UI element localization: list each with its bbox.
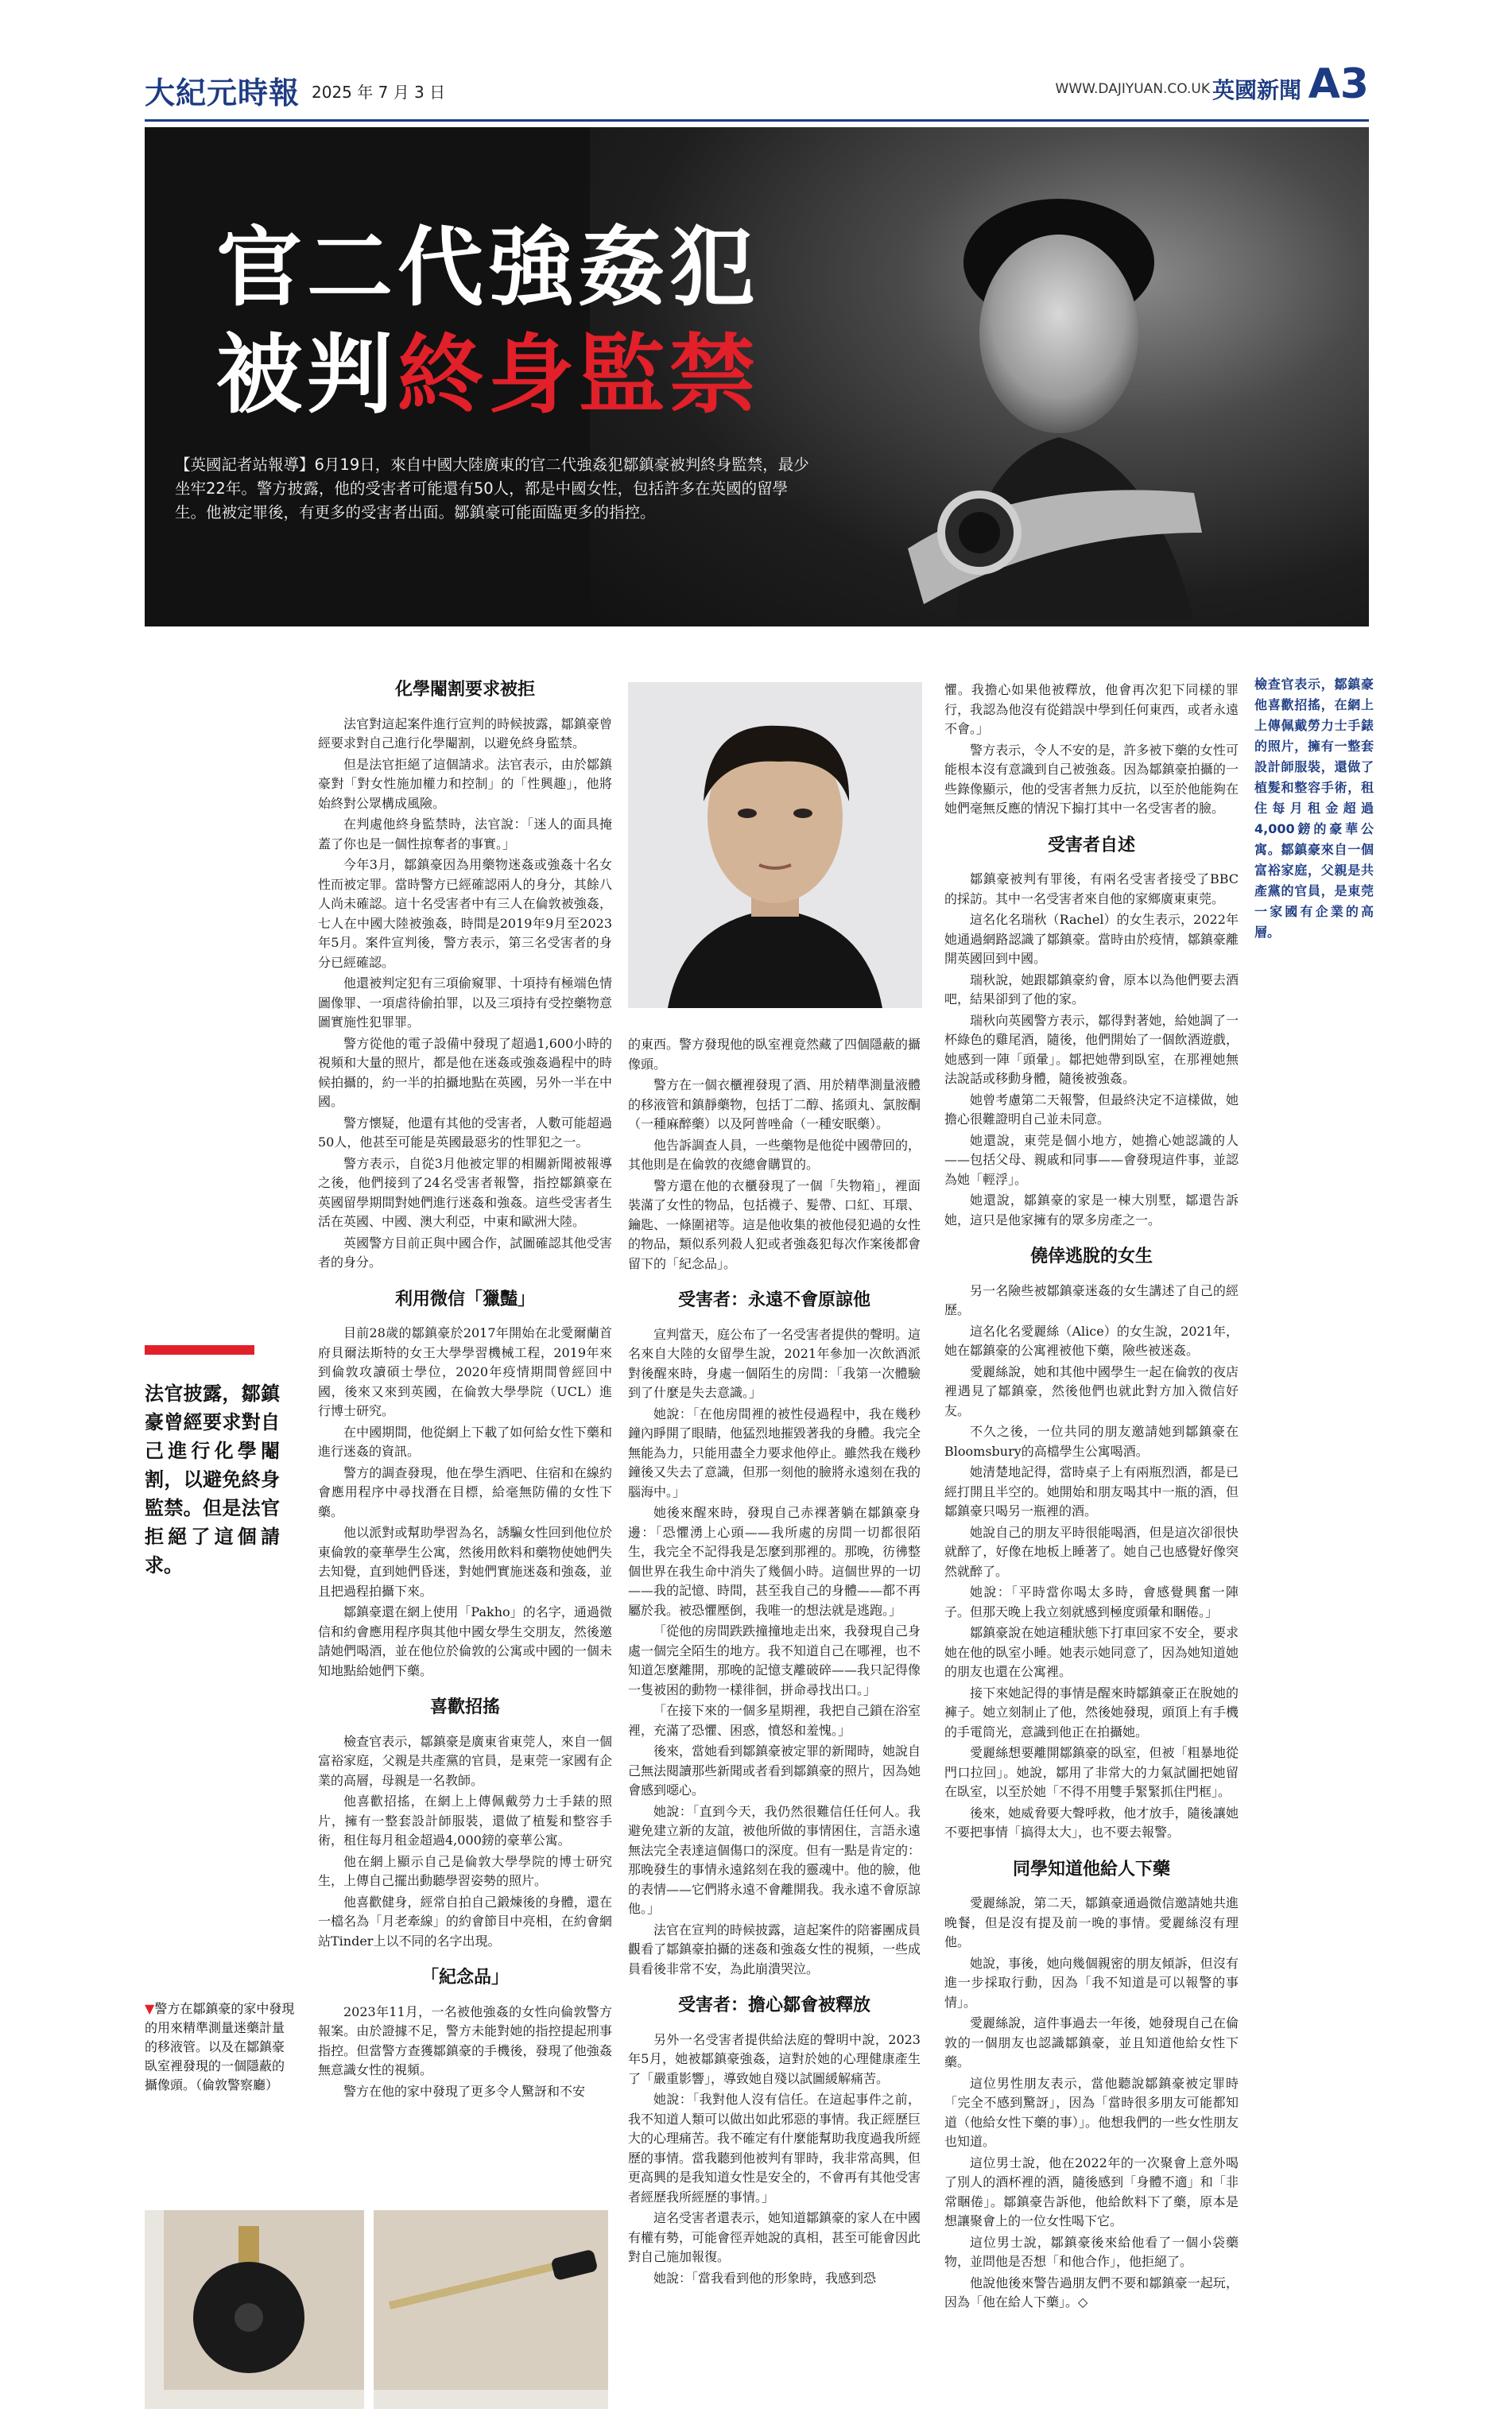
paragraph: 她說：「當我看到他的形象時，我感到恐 bbox=[653, 2270, 877, 2286]
paragraph: 他以派對或幫助學習為名，誘騙女性回到他位於東倫敦的豪華學生公寓，然後用飲料和藥物使她們失去知覺，直到她們昏迷，對她們實施迷姦和強姦，並且把過程拍攝下來。 bbox=[318, 1525, 612, 1599]
paragraph: 愛麗絲說，這件事過去一年後，她發現自己在倫敦的一個朋友也認識鄒鎮豪，並且知道他給女性下藥。 bbox=[944, 2015, 1239, 2069]
paragraph: 法官在宣判的時候披露，這起案件的陪審團成員觀看了鄒鎮豪拍攝的迷姦和強姦女性的視頻，一些成員看後非常不安，為此崩潰哭泣。 bbox=[628, 1922, 921, 1976]
subheading-show-off: 喜歡招搖 bbox=[429, 1697, 500, 1717]
paragraph: 愛麗絲說，第二天，鄒鎮豪通過微信邀請她共進晚餐，但是沒有提及前一晚的事情。愛麗絲沒有理他。 bbox=[944, 1895, 1239, 1949]
scale-ruler-bottom bbox=[145, 2390, 364, 2409]
article-column-2 bbox=[628, 1035, 921, 2290]
paragraph: 目前28歲的鄒鎮豪於2017年開始在北愛爾蘭首府貝爾法斯特的女王大學學習機械工程，2019年來到倫敦攻讀碩士學位，2020年疫情期間曾經回中國，後來又來到英國，在倫敦大學學院（UCL）進行博士研究。 bbox=[318, 1325, 612, 1418]
paragraph: 她說：「在他房間裡的被性侵過程中，我在幾秒鐘內睜開了眼睛，他猛烈地摧毀著我的身體。我完全無能為力，只能用盡全力要求他停止。雖然我在幾秒鐘後又失去了意識，但那一刻他的臉將永遠刻在我的腦海中。」 bbox=[628, 1406, 921, 1499]
photo-caption bbox=[145, 1999, 296, 2095]
paragraph: 另一名險些被鄒鎮豪迷姦的女生講述了自己的經歷。 bbox=[944, 1282, 1239, 1317]
paragraph: 警方表示，自從3月他被定罪的相關新聞被報導之後，他們接到了24名受害者報警，指控鄒鎮豪在英國留學期間對她們進行迷姦和強姦。這些受害者生活在英國、中國、澳大利亞，中東和歐洲大陸。 bbox=[318, 1155, 612, 1229]
paragraph: 警方在一個衣櫃裡發現了酒、用於精準測量液體的移液管和鎮靜藥物，包括丁二醇、搖頭丸、氯胺酮（一種麻醉藥）以及阿普唑侖（一種安眠藥）。 bbox=[628, 1077, 921, 1131]
paragraph: 她清楚地記得，當時桌子上有兩瓶烈酒，都是已經打開且半空的。她開始和朋友喝其中一瓶的酒，但鄒鎮豪只喝另一瓶裡的酒。 bbox=[944, 1464, 1239, 1518]
paragraph: 這位男士說，鄒鎮豪後來給他看了一個小袋藥物，並問他是否想「和他合作」，他拒絕了。 bbox=[944, 2234, 1239, 2269]
paragraph: 鄒鎮豪還在網上使用「Pakho」的名字，通過微信和約會應用程序與其他中國女學生交朋友，然後邀請她們喝酒，並在他位於倫敦的公寓或中國的一個未知地點給她們下藥。 bbox=[318, 1604, 612, 1678]
issue-date: 2025 年 7 月 3 日 bbox=[312, 83, 446, 102]
paragraph: 警方從他的電子設備中發現了超過1,600小時的視頻和大量的照片，都是他在迷姦或強姦過程中的時候拍攝的，約一半的拍攝地點在英國，另外一半在中國。 bbox=[318, 1035, 612, 1109]
pull-quote: 法官披露，鄒鎮豪曾經要求對自己進行化學閹割，以避免終身監禁。但是法官拒絕了這個請求。 bbox=[145, 1383, 280, 1577]
scale-ruler-bottom bbox=[374, 2390, 608, 2409]
article-lede: 【英國記者站報導】6月19日，來自中國大陸廣東的官二代強姦犯鄒鎮豪被判終身監禁，最少坐牢22年。警方披露，他的受害者可能還有50人，都是中國女性，包括許多在英國的留學生。他被定罪後，有更多的受害者出面。鄒鎮豪可能面臨更多的指控。 bbox=[175, 456, 809, 522]
paragraph: 她還說，鄒鎮豪的家是一棟大別墅，鄒還告訴她，這只是他家擁有的眾多房產之一。 bbox=[944, 1193, 1239, 1228]
paragraph: 不久之後，一位共同的朋友邀請她到鄒鎮豪在Bloomsbury的高檔學生公寓喝酒。 bbox=[944, 1424, 1239, 1459]
paragraph: 她說：「平時當你喝太多時，會感覺興奮一陣子。但那天晚上我立刻就感到極度頭暈和睏倦。」 bbox=[944, 1584, 1239, 1619]
paragraph: 他在網上顯示自己是倫敦大學學院的博士研究生，上傳自己擺出動聽學習姿勢的照片。 bbox=[318, 1853, 612, 1888]
article-column-1 bbox=[318, 681, 612, 2103]
paragraph: 接下來她記得的事情是醒來時鄒鎮豪正在脫她的褲子。她立刻制止了他，然後她發現，頭頂上有手機的手電筒光，意識到他正在拍攝她。 bbox=[944, 1685, 1239, 1740]
pipette-illustration bbox=[374, 2210, 608, 2409]
subheading-wechat: 利用微信「獵豔」 bbox=[394, 1289, 535, 1309]
hidden-camera-illustration bbox=[145, 2210, 364, 2409]
paragraph: 他還被判定犯有三項偷窺罪、十項持有極端色情圖像罪、一項虐待偷拍罪，以及三項持有受控藥物意圖實施性犯罪罪。 bbox=[318, 975, 612, 1030]
article-column-3 bbox=[944, 681, 1239, 2314]
paragraph: 她說：「我對他人沒有信任。在這起事件之前，我不知道人類可以做出如此邪惡的事情。我正經歷巨大的心理痛苦。我不確定有什麼能幫助我度過我所經歷的事情。當我聽到他被判有罪時，我非常高興，但更高興的是我知道女性是安全的，不會再有其他受害者經歷我所經歷的事情。」 bbox=[628, 2092, 921, 2205]
paragraph: 警方表示，令人不安的是，許多被下藥的女性可能根本沒有意識到自己被強姦。因為鄒鎮豪拍攝的一些錄像顯示，他的受害者無力反抗，以至於他能夠在她們毫無反應的情況下搧打其中一名受害者的臉。 bbox=[944, 742, 1239, 816]
face-shape bbox=[979, 235, 1138, 433]
evidence-photo-pipette bbox=[374, 2210, 608, 2409]
paragraph: 愛麗絲想要離開鄒鎮豪的臥室，但被「粗暴地從門口拉回」。她說，鄒用了非常大的力氣試圖把她留在臥室，以至於她「不得不用雙手緊緊抓住門框」。 bbox=[944, 1745, 1239, 1799]
sidebar-highlight: 檢查官表示，鄒鎮豪他喜歡招搖，在網上上傳佩戴勞力士手錶的照片，擁有一整套設計師服裝，還做了植髮和整容手術，租住每月租金超過4,000鎊的豪華公寓。鄒鎮豪來自一個富裕家庭，父親是共產黨的官員，是東莞一家國有企業的高層。 bbox=[1254, 677, 1374, 940]
mugshot-illustration bbox=[628, 682, 922, 1008]
mugshot-left-eye bbox=[738, 809, 757, 818]
paragraph: 他喜歡健身，經常自拍自己鍛煉後的身體，還在一檔名為「月老牽線」的約會節目中亮相，在約會網站Tinder上以不同的名字出現。 bbox=[318, 1894, 612, 1949]
mugshot-right-eye bbox=[793, 809, 812, 818]
paragraph: 「從他的房間跌跌撞撞地走出來，我發現自己身處一個完全陌生的地方。我不知道自己在哪裡，也不知道怎麼離開，那晚的記憶支離破碎——我只記得像一隻被困的動物一樣徘徊，拼命尋找出口。」 bbox=[628, 1623, 921, 1697]
paragraph: 這名受害者還表示，她知道鄒鎮豪的家人在中國有權有勢，可能會徑弄她說的真相，甚至可能會因此對自己施加報復。 bbox=[628, 2210, 921, 2264]
paragraph: 今年3月，鄒鎮豪因為用藥物迷姦或強姦十名女性而被定罪。當時警方已經確認兩人的身分，其餘八人尚未確認。這十名受害者中有三人在倫敦被強姦，七人在中國大陸被強姦，時間是2019年9月至2023年5月。案件宣判後，警方表示，第三名受害者的身分已經確認。 bbox=[318, 857, 612, 970]
headline-red-part: 終身監禁 bbox=[397, 326, 761, 425]
subheading-souvenirs: 「紀念品」 bbox=[421, 1968, 509, 1988]
hero-banner bbox=[145, 127, 1369, 626]
paragraph: 她說自己的朋友平時很能喝酒，但是這次卻很快就醉了，好像在地板上睡著了。她自己也感覺好像突然就醉了。 bbox=[944, 1524, 1239, 1579]
paragraph: 警方在他的家中發現了更多令人驚訝和不安 bbox=[343, 2083, 586, 2099]
paragraph: 這名化名瑞秋（Rachel）的女生表示，2022年她通過網路認識了鄒鎮豪。當時由於疫情，鄒鎮豪離開英國回到中國。 bbox=[944, 912, 1239, 966]
paragraph: 英國警方目前正與中國合作，試圖確認其他受害者的身分。 bbox=[318, 1235, 612, 1270]
paragraph: 在判處他終身監禁時，法官說：「迷人的面具掩蓋了你也是一個性掠奪者的事實。」 bbox=[318, 816, 612, 851]
camera-lens bbox=[235, 2303, 263, 2332]
paragraph: 後來，她威脅要大聲呼救，他才放手，隨後讓她不要把事情「搞得太大」，也不要去報警。 bbox=[944, 1805, 1239, 1840]
masthead bbox=[145, 60, 1369, 113]
mugshot-photo bbox=[628, 682, 922, 1008]
paragraph: 後來，當她看到鄒鎮豪被定罪的新聞時，她說自己無法閱讀那些新聞或者看到鄒鎮豪的照片，因為她會感到噁心。 bbox=[628, 1743, 921, 1798]
paragraph: 另外一名受害者提供給法庭的聲明中說，2023年5月，她被鄒鎮豪強姦，這對於她的心理健康產生了「嚴重影響」，導致她自殘以試圖緩解痛苦。 bbox=[628, 2031, 921, 2086]
paragraph: 「在接下來的一個多星期裡，我把自己鎖在浴室裡，充滿了恐懼、困惑，憤怒和羞愧。」 bbox=[628, 1703, 921, 1738]
subheading-fear-release: 受害者：擔心鄒會被釋放 bbox=[677, 1996, 870, 2015]
paragraph: 2023年11月，一名被他強姦的女性向倫敦警方報案。由於證據不足，警方未能對她的指控提起刑事指控。但當警方查獲鄒鎮豪的手機後，發現了他強姦無意識女性的視頻。 bbox=[318, 2003, 612, 2077]
paragraph: 她還說，東莞是個小地方，她擔心她認識的人——包括父母、親戚和同事——會發現這件事，並認為她「輕浮」。 bbox=[944, 1132, 1239, 1187]
caption-text: 警方在鄒鎮豪的家中發現的用來精準測量迷藥計量的移液管。以及在鄒鎮豪臥室裡發現的一個隱蔽的攝像頭。（倫敦警察廳） bbox=[145, 2001, 295, 2093]
website-url[interactable]: WWW.DAJIYUAN.CO.UK bbox=[1055, 81, 1210, 97]
paragraph: 在中國期間，他從網上下載了如何給女性下藥和進行迷姦的資訊。 bbox=[318, 1424, 612, 1459]
page-number: A3 bbox=[1308, 60, 1369, 108]
evidence-photo-camera bbox=[145, 2210, 364, 2409]
caption-marker: ▼ bbox=[145, 2001, 155, 2016]
paragraph: 懼。我擔心如果他被釋放，他會再次犯下同樣的罪行，我認為他沒有從錯誤中學到任何東西，或者永遠不會。」 bbox=[944, 682, 1239, 736]
paragraph: 警方懷疑，他還有其他的受害者，人數可能超過50人，他甚至可能是英國最惡劣的性罪犯之一。 bbox=[318, 1115, 612, 1150]
paragraph: 的東西。警方發現他的臥室裡竟然藏了四個隱蔽的攝像頭。 bbox=[628, 1037, 921, 1072]
subheading-chemical-castration: 化學閹割要求被拒 bbox=[394, 680, 535, 700]
photo-backdrop bbox=[374, 2210, 608, 2409]
paragraph: 檢查官表示，鄒鎮豪是廣東省東莞人，來自一個富裕家庭，父親是共產黨的官員，是東莞一家國有企業的高層，母親是一名教師。 bbox=[318, 1733, 612, 1788]
masthead-rule bbox=[145, 119, 1369, 122]
paragraph: 她曾考慮第二天報警，但最終決定不這樣做，她擔心很難證明自己並未同意。 bbox=[944, 1092, 1239, 1127]
headline-white-part: 被判 bbox=[216, 326, 398, 425]
paragraph: 這位男性朋友表示，當他聽說鄒鎮豪被定罪時「完全不感到驚訝」，因為「當時很多朋友可能都知道（他給女性下藥的事）」。他想我們的一些女性朋友也知道。 bbox=[944, 2075, 1239, 2149]
section-name: 英國新聞 bbox=[1212, 77, 1301, 103]
subheading-victim-account: 受害者自述 bbox=[1047, 835, 1135, 855]
paragraph: 警方還在他的衣櫃發現了一個「失物箱」，裡面裝滿了女性的物品，包括襪子、髮帶、口紅、耳環、鑰匙、一條圍裙等。這是他收集的被他侵犯過的女性的物品，類似系列殺人犯或者強姦犯每次作案後都會留下的「紀念品」。 bbox=[628, 1177, 921, 1271]
subheading-classmates-knew: 同學知道他給人下藥 bbox=[1012, 1859, 1170, 1879]
paragraph: 但是法官拒絕了這個請求。法官表示，由於鄒鎮豪對「對女性施加權力和控制」的「性興趣」，他將始終對公眾構成風險。 bbox=[318, 756, 612, 811]
paragraph: 警方的調查發現，他在學生酒吧、住宿和在線約會應用程序中尋找潛在目標，給毫無防備的女性下藥。 bbox=[318, 1464, 612, 1519]
paragraph: 她說：「直到今天，我仍然很難信任任何人。我避免建立新的友誼，被他所做的事情困住，言語永遠無法完全表達這個傷口的深度。但有一點是肯定的：那晚發生的事情永遠銘刻在我的靈魂中。他的臉，他的表情——它們將永遠不會離開我。我永遠不會原諒他。」 bbox=[628, 1803, 921, 1916]
paragraph: 愛麗絲說，她和其他中國學生一起在倫敦的夜店裡遇見了鄒鎮豪，然後他們也就此對方加入微信好友。 bbox=[944, 1363, 1239, 1418]
paragraph: 瑞秋說，她跟鄒鎮豪約會，原本以為他們要去酒吧，結果卻到了他的家。 bbox=[944, 972, 1239, 1006]
hero-portrait-photo bbox=[860, 175, 1274, 620]
subheading-escaped: 僥倖逃脫的女生 bbox=[1029, 1247, 1153, 1266]
paragraph: 他說他後來警告過朋友們不要和鄒鎮豪一起玩，因為「他在給人下藥」。◇ bbox=[944, 2275, 1239, 2310]
paragraph: 宣判當天，庭公布了一名受害者提供的聲明。這名來自大陸的女留學生說，2021年參加一次飲酒派對後醒來時，身處一個陌生的房間：「我第一次體驗到了什麼是失去意識。」 bbox=[628, 1326, 921, 1400]
watch-dial-shape bbox=[959, 512, 1000, 553]
paragraph: 這名化名愛麗絲（Alice）的女生說，2021年，她在鄒鎮豪的公寓裡被他下藥，險些被迷姦。 bbox=[944, 1323, 1239, 1358]
paragraph: 他告訴調查人員，一些藥物是他從中國帶回的，其他則是在倫敦的夜總會購買的。 bbox=[628, 1137, 921, 1172]
paragraph: 她說，事後，她向幾個親密的朋友傾訴，但沒有進一步採取行動，因為「我不知道是可以報警的事情」。 bbox=[944, 1955, 1239, 2010]
headline-line-2 bbox=[216, 306, 760, 429]
paragraph: 這位男士說，他在2022年的一次聚會上意外喝了別人的酒杯裡的酒，隨後感到「身體不適」和「非常睏倦」。鄒鎮豪告訴他，他給飲料下了藥，原本是想讓聚會上的一位女性喝下它。 bbox=[944, 2155, 1239, 2228]
paragraph: 她後來醒來時，發現自己赤裸著躺在鄒鎮豪身邊：「恐懼湧上心頭——我所處的房間一切都很陌生，我完全不記得我是怎麼到那裡的。那晚，彷彿整個世界在我生命中消失了幾個小時。這個世界的一切——我的記憶、時間，甚至我自己的身體——都不再屬於我。被恐懼壓倒，我唯一的想法就是逃跑。」 bbox=[628, 1505, 921, 1618]
headline-line-1: 官二代強姦犯 bbox=[216, 219, 761, 318]
paragraph: 他喜歡招搖，在網上上傳佩戴勞力士手錶的照片，擁有一整套設計師服裝，還做了植髮和整容手術，租住每月租金超過4,000鎊的豪華公寓。 bbox=[318, 1794, 612, 1848]
paragraph: 鄒鎮豪被判有罪後，有兩名受害者接受了BBC的採訪。其中一名受害者來自他的家鄉廣東東莞。 bbox=[944, 871, 1239, 906]
subheading-never-forgive: 受害者：永遠不會原諒他 bbox=[677, 1290, 870, 1310]
paragraph: 瑞秋向英國警方表示，鄒得對著她，給她調了一杯綠色的雞尾酒，隨後，他們開始了一個飲酒遊戲，她感到一陣「頭暈」。鄒把她帶到臥室，在那裡她無法說話或移動身體，隨後被強姦。 bbox=[944, 1012, 1239, 1086]
paragraph: 法官對這起案件進行宣判的時候披露，鄒鎮豪曾經要求對自己進行化學閹割，以避免終身監禁。 bbox=[318, 716, 612, 751]
newspaper-logo: 大紀元時報 bbox=[145, 75, 300, 111]
scale-ruler-left bbox=[145, 2210, 164, 2409]
paragraph: 鄒鎮豪說在她這種狀態下打車回家不安全，要求她在他的臥室小睡。她表示她同意了，因為她知道她的朋友也還在公寓裡。 bbox=[944, 1625, 1239, 1679]
pull-quote-bar bbox=[145, 1345, 254, 1355]
